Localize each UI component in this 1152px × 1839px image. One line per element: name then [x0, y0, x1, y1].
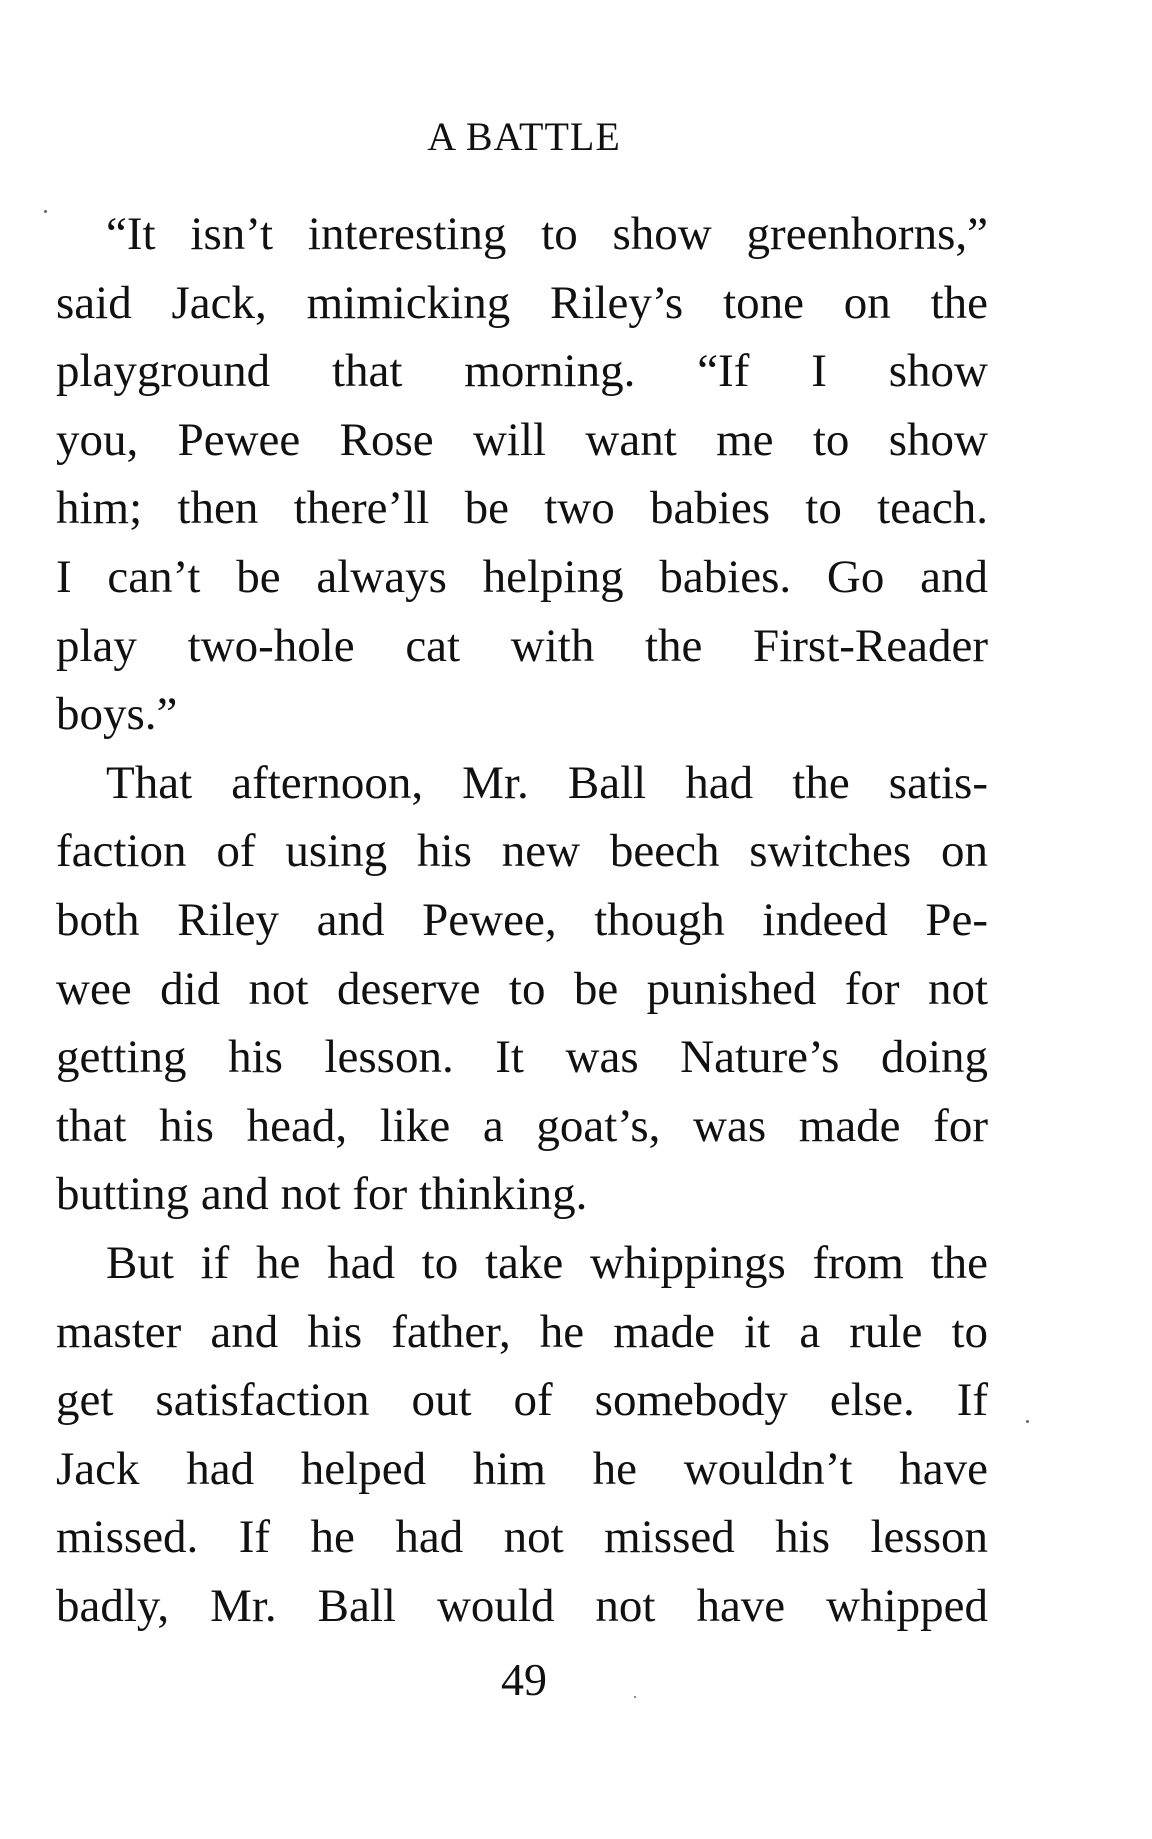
text-line: faction of using his new beech switches on	[56, 825, 988, 878]
text-line: I can’t be always helping babies. Go and	[56, 550, 988, 603]
text-line: him; then there’ll be two babies to teach.	[56, 482, 988, 535]
running-head: A BATTLE	[427, 114, 621, 159]
body-text	[56, 200, 988, 1640]
text-line: you, Pewee Rose will want me to show	[56, 413, 988, 466]
text-line: that his head, like a goat’s, was made for	[56, 1099, 988, 1152]
text-line: both Riley and Pewee, though indeed Pe-	[56, 893, 988, 946]
print-speck	[44, 210, 47, 213]
text-line: boys.”	[56, 688, 178, 741]
text-line: playground that morning. “If I show	[56, 345, 988, 398]
text-line: Jack had helped him he wouldn’t have	[56, 1442, 988, 1495]
text-line: said Jack, mimicking Riley’s tone on the	[56, 276, 988, 329]
text-line: butting and not for thinking.	[56, 1168, 588, 1221]
text-line: wee did not deserve to be punished for not	[56, 962, 988, 1015]
text-line: missed. If he had not missed his lesson	[56, 1511, 988, 1564]
print-speck	[634, 1696, 636, 1698]
text-line: badly, Mr. Ball would not have whipped	[56, 1579, 988, 1632]
text-line: getting his lesson. It was Nature’s doing	[56, 1031, 988, 1084]
text-line: play two-hole cat with the First-Reader	[56, 619, 988, 672]
text-line: master and his father, he made it a rule to	[56, 1305, 988, 1358]
text-line: But if he had to take whippings from the	[106, 1236, 988, 1289]
print-speck	[1026, 1420, 1029, 1423]
page-number: 49	[501, 1654, 547, 1705]
text-line: That afternoon, Mr. Ball had the satis-	[106, 756, 988, 809]
text-line: get satisfaction out of somebody else. If	[56, 1374, 988, 1427]
text-line: “It isn’t interesting to show greenhorns,”	[106, 208, 988, 260]
